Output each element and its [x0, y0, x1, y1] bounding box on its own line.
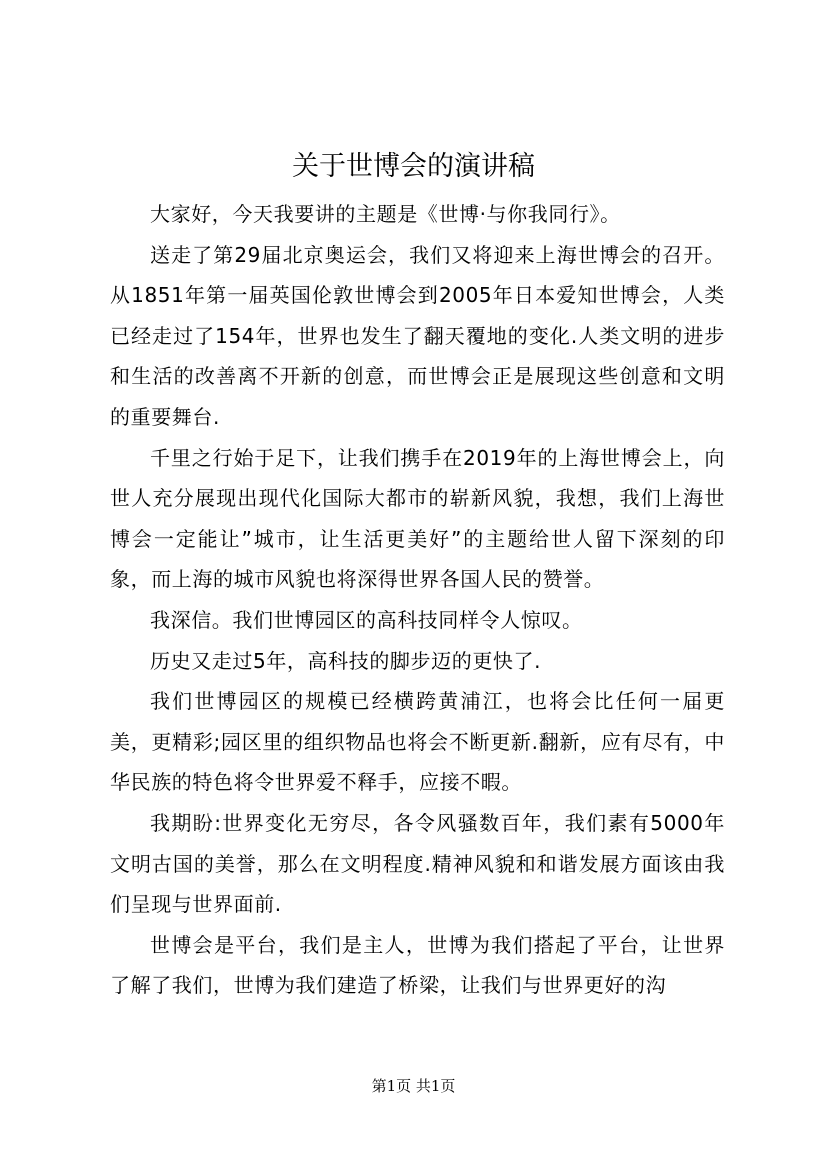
paragraph-history: 历史又走过5年，高科技的脚步迈的更快了.: [150, 648, 542, 673]
paragraph-platform: 世博会是平台，我们是主人，世博为我们搭起了平台，让世界了解了我们，世博为我们建造了桥梁，让我们与世界更好的沟: [110, 932, 725, 998]
paragraph-belief: 我深信。我们世博园区的高科技同样令人惊叹。: [150, 607, 583, 632]
document-body: [110, 194, 725, 1006]
paragraph-expo-park: 我们世博园区的规模已经横跨黄浦江，也将会比任何一届更美，更精彩;园区里的组织物品也将会不断更新.翻新，应有尽有，中华民族的特色将令世界爱不释手，应接不暇。: [110, 689, 725, 795]
paragraph-hope: 我期盼:世界变化无穷尽，各令风骚数百年，我们素有5000年文明古国的美誉，那么在文明程度.精神风貌和和谐发展方面该由我们呈现与世界面前.: [110, 810, 725, 917]
paragraph-shanghai-expo: 千里之行始于足下，让我们携手在2019年的上海世博会上，向世人充分展现出现代化国际大都市的崭新风貌，我想，我们上海世博会一定能让”城市，让生活更美好”的主题给世人留下深刻的印象，而上海的城市风貌也将深得世界各国人民的赞誉。: [110, 445, 725, 592]
paragraph-olympics: 送走了第29届北京奥运会，我们又将迎来上海世博会的召开。从1851年第一届英国伦敦世博会到2005年日本爱知世博会，人类已经走过了154年，世界也发生了翻天覆地的变化.人类文明的进步和生活的改善离不开新的创意，而世博会正是展现这些创意和文明的重要舞台.: [110, 242, 725, 429]
document-title: 关于世博会的演讲稿: [292, 151, 535, 182]
paragraph-greeting: 大家好，今天我要讲的主题是《世博·与你我同行》。: [150, 202, 621, 226]
page-number-footer: 第1页 共1页: [371, 1077, 456, 1095]
